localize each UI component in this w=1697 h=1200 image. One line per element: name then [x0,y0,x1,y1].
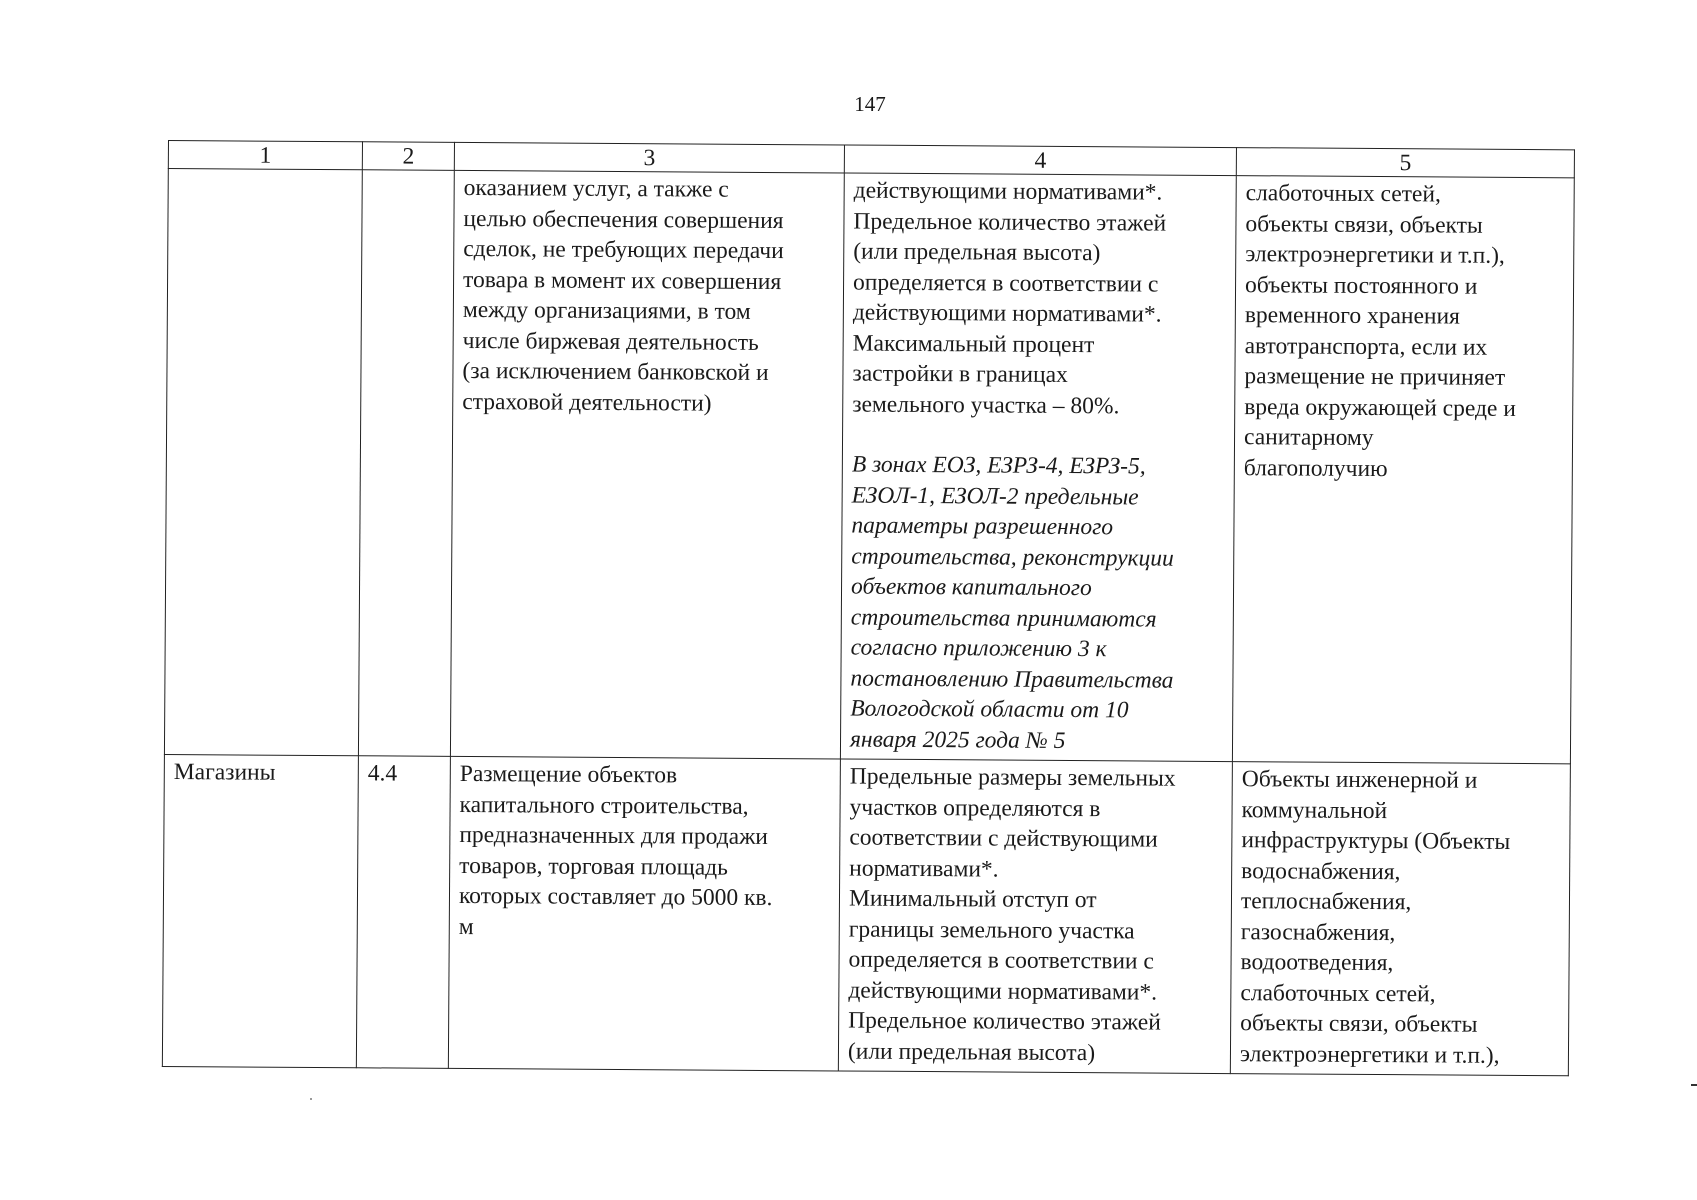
parameters-text: действующими нормативами*. Предельное количество этажей (или предельная высота) определяется в соответствии с действующими нормативами*. Максимальный процент застройки в границах земельного участка – 80%. [852,177,1167,419]
cell-auxiliary-uses [1230,762,1570,1076]
table-row [164,169,1574,764]
auxiliary-uses-text: слаботочных сетей, объекты связи, объекты электроэнергетики и т.п.), объекты постоянного и временного хранения автотранспорта, если их размещение не причиняет вреда окружающей среде и санитарному благополучию [1243,180,1516,482]
header-cell-5: 5 [1236,148,1574,178]
use-description-text: Размещение объектов капитального строительства, предназначенных для продажи товаров, торговая площадь которых составляет до 5000 кв. м [458,760,773,940]
parameters-text: Предельные размеры земельных участков определяются в соответствии с действующими нормативами*. Минимальный отступ от границы земельного участка определяется в соответствии с действующими нормативами*. Предельное количество этажей (или предельная высота) [847,763,1176,1066]
table-row [162,754,1570,1075]
scan-dust-dot [310,1098,312,1100]
use-description-text: оказанием услуг, а также с целью обеспечения совершения сделок, не требующих передачи товара в момент их совершения между организациями, в том числе биржевая деятельность (за исключением банковской и страховой деятельности) [462,174,784,417]
page-number: 147 [854,92,886,116]
cell-parameters [838,759,1232,1074]
cell-use-description [448,756,840,1071]
use-name-text: Магазины [173,759,276,786]
header-cell-2: 2 [362,142,454,171]
header-cell-1: 1 [168,141,362,170]
scan-edge-mark [1691,1084,1697,1086]
header-cell-4: 4 [844,145,1236,176]
document-table-wrapper [162,140,1575,1076]
use-code-text: 4.4 [367,760,398,787]
cell-use-name [164,169,362,756]
parameters-italic-note: В зонах ЕОЗ, ЕЗРЗ-4, ЕЗРЗ-5, ЕЗОЛ-1, ЕЗОЛ-2 предельные параметры разрешенного строительства, реконструкции объектов капитального строительства принимаются согласно приложению 3 к постановлению Правительства Вологодской области от 10 января 2025 года № 5 [849,451,1174,754]
auxiliary-uses-text: Объекты инженерной и коммунальной инфраструктуры (Объекты водоснабжения, теплоснабжения, газоснабжения, водоотведения, слаботочных сетей, объекты связи, объекты электроэнергетики и т.п.), [1239,766,1511,1069]
land-use-table [162,140,1575,1076]
cell-parameters [840,173,1236,762]
cell-auxiliary-uses [1232,176,1574,764]
header-cell-3: 3 [454,142,844,173]
cell-use-code [356,756,450,1069]
cell-use-code [358,170,454,757]
cell-use-description [450,170,844,759]
cell-use-name [162,754,358,1067]
